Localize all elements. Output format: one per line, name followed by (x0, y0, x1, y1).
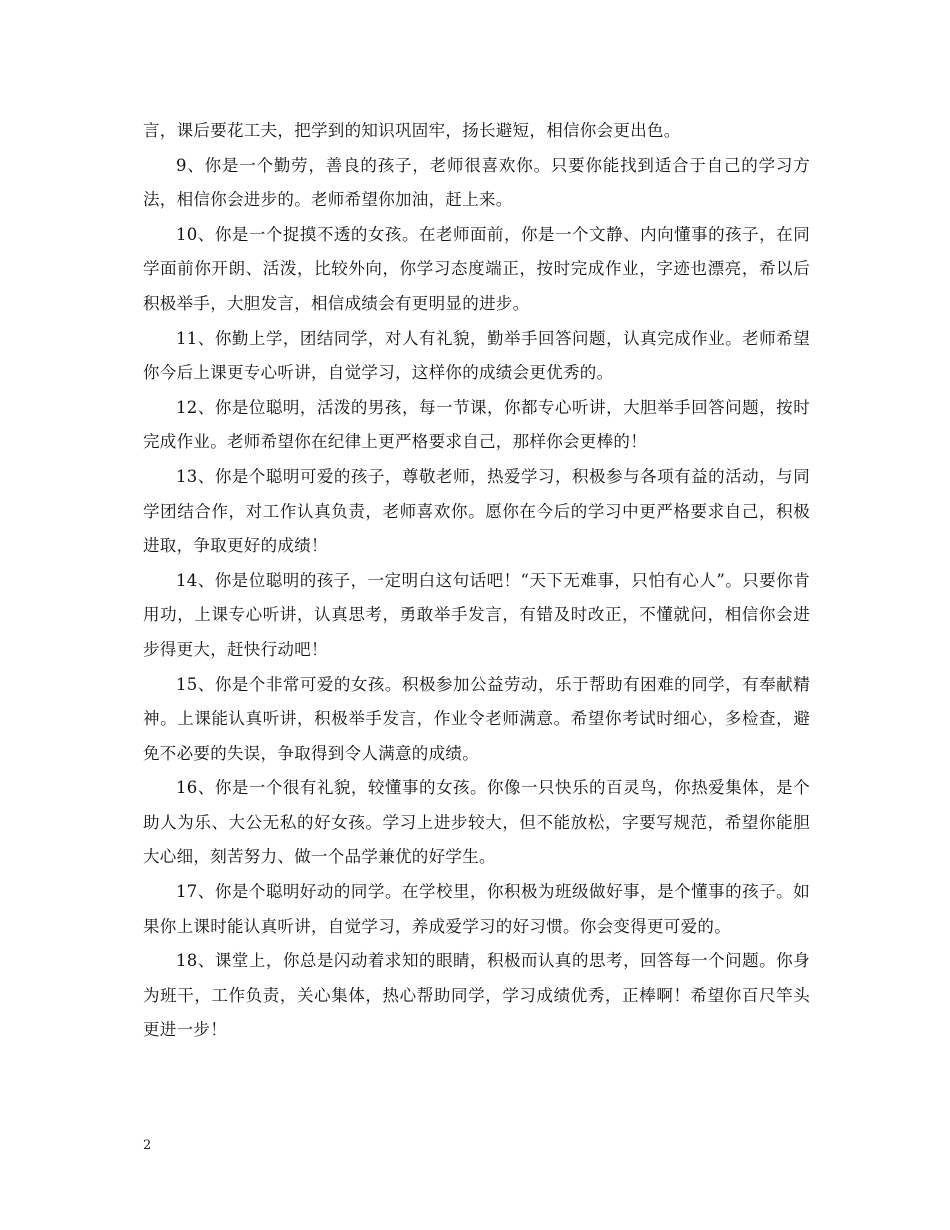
paragraph-comment-15: 15、你是个非常可爱的女孩。积极参加公益劳动，乐于帮助有困难的同学，有奉献精神。上课能认真听讲，积极举手发言，作业令老师满意。希望你考试时细心，多检查，避免不必要的失误，争取得到令人满意的成绩。 (143, 674, 810, 763)
paragraph-comment-14: 14、你是位聪明的孩子，一定明白这句话吧！“天下无难事，只怕有心人”。只要你肯用功，上课专心听讲，认真思考，勇敢举手发言，有错及时改正，不懂就问，相信你会进步得更大，赶快行动吧！ (143, 570, 810, 659)
paragraph-comment-13: 13、你是个聪明可爱的孩子，尊敬老师，热爱学习，积极参与各项有益的活动，与同学团结合作，对工作认真负责，老师喜欢你。愿你在今后的学习中更严格要求自己，积极进取，争取更好的成绩！ (143, 466, 810, 556)
page-number: 2 (143, 1138, 152, 1153)
paragraph-comment-18: 18、课堂上，你总是闪动着求知的眼睛，积极而认真的思考，回答每一个问题。你身为班干，工作负责，关心集体，热心帮助同学，学习成绩优秀，正棒啊！希望你百尺竿头更进一步！ (143, 951, 810, 1040)
paragraph-comment-11: 11、你勤上学，团结同学，对人有礼貌，勤举手回答问题，认真完成作业。老师希望你今后上课更专心听讲，自觉学习，这样你的成绩会更优秀的。 (143, 328, 810, 383)
paragraph-comment-12: 12、你是位聪明，活泼的男孩，每一节课，你都专心听讲，大胆举手回答问题，按时完成作业。老师希望你在纪律上更严格要求自己，那样你会更棒的！ (143, 397, 810, 452)
document-body (143, 114, 810, 1048)
paragraph-continuation: 言，课后要花工夫，把学到的知识巩固牢，扬长避短，相信你会更出色。 (143, 121, 681, 140)
paragraph-comment-9: 9、你是一个勤劳，善良的孩子，老师很喜欢你。只要你能找到适合于自己的学习方法，相信你会进步的。老师希望你加油，赶上来。 (143, 155, 810, 210)
paragraph-comment-17: 17、你是个聪明好动的同学。在学校里，你积极为班级做好事，是个懂事的孩子。如果你上课时能认真听讲，自觉学习，养成爱学习的好习惯。你会变得更可爱的。 (143, 882, 810, 936)
paragraph-comment-16: 16、你是一个很有礼貌，较懂事的女孩。你像一只快乐的百灵鸟，你热爱集体，是个助人为乐、大公无私的好女孩。学习上进步较大，但不能放松，字要写规范，希望你能胆大心细，刻苦努力、做一个品学兼优的好学生。 (143, 778, 810, 867)
paragraph-comment-10: 10、你是一个捉摸不透的女孩。在老师面前，你是一个文静、内向懂事的孩子，在同学面前你开朗、活泼，比较外向，你学习态度端正，按时完成作业，字迹也漂亮，希以后积极举手，大胆发言，相信成绩会有更明显的进步。 (143, 224, 810, 313)
